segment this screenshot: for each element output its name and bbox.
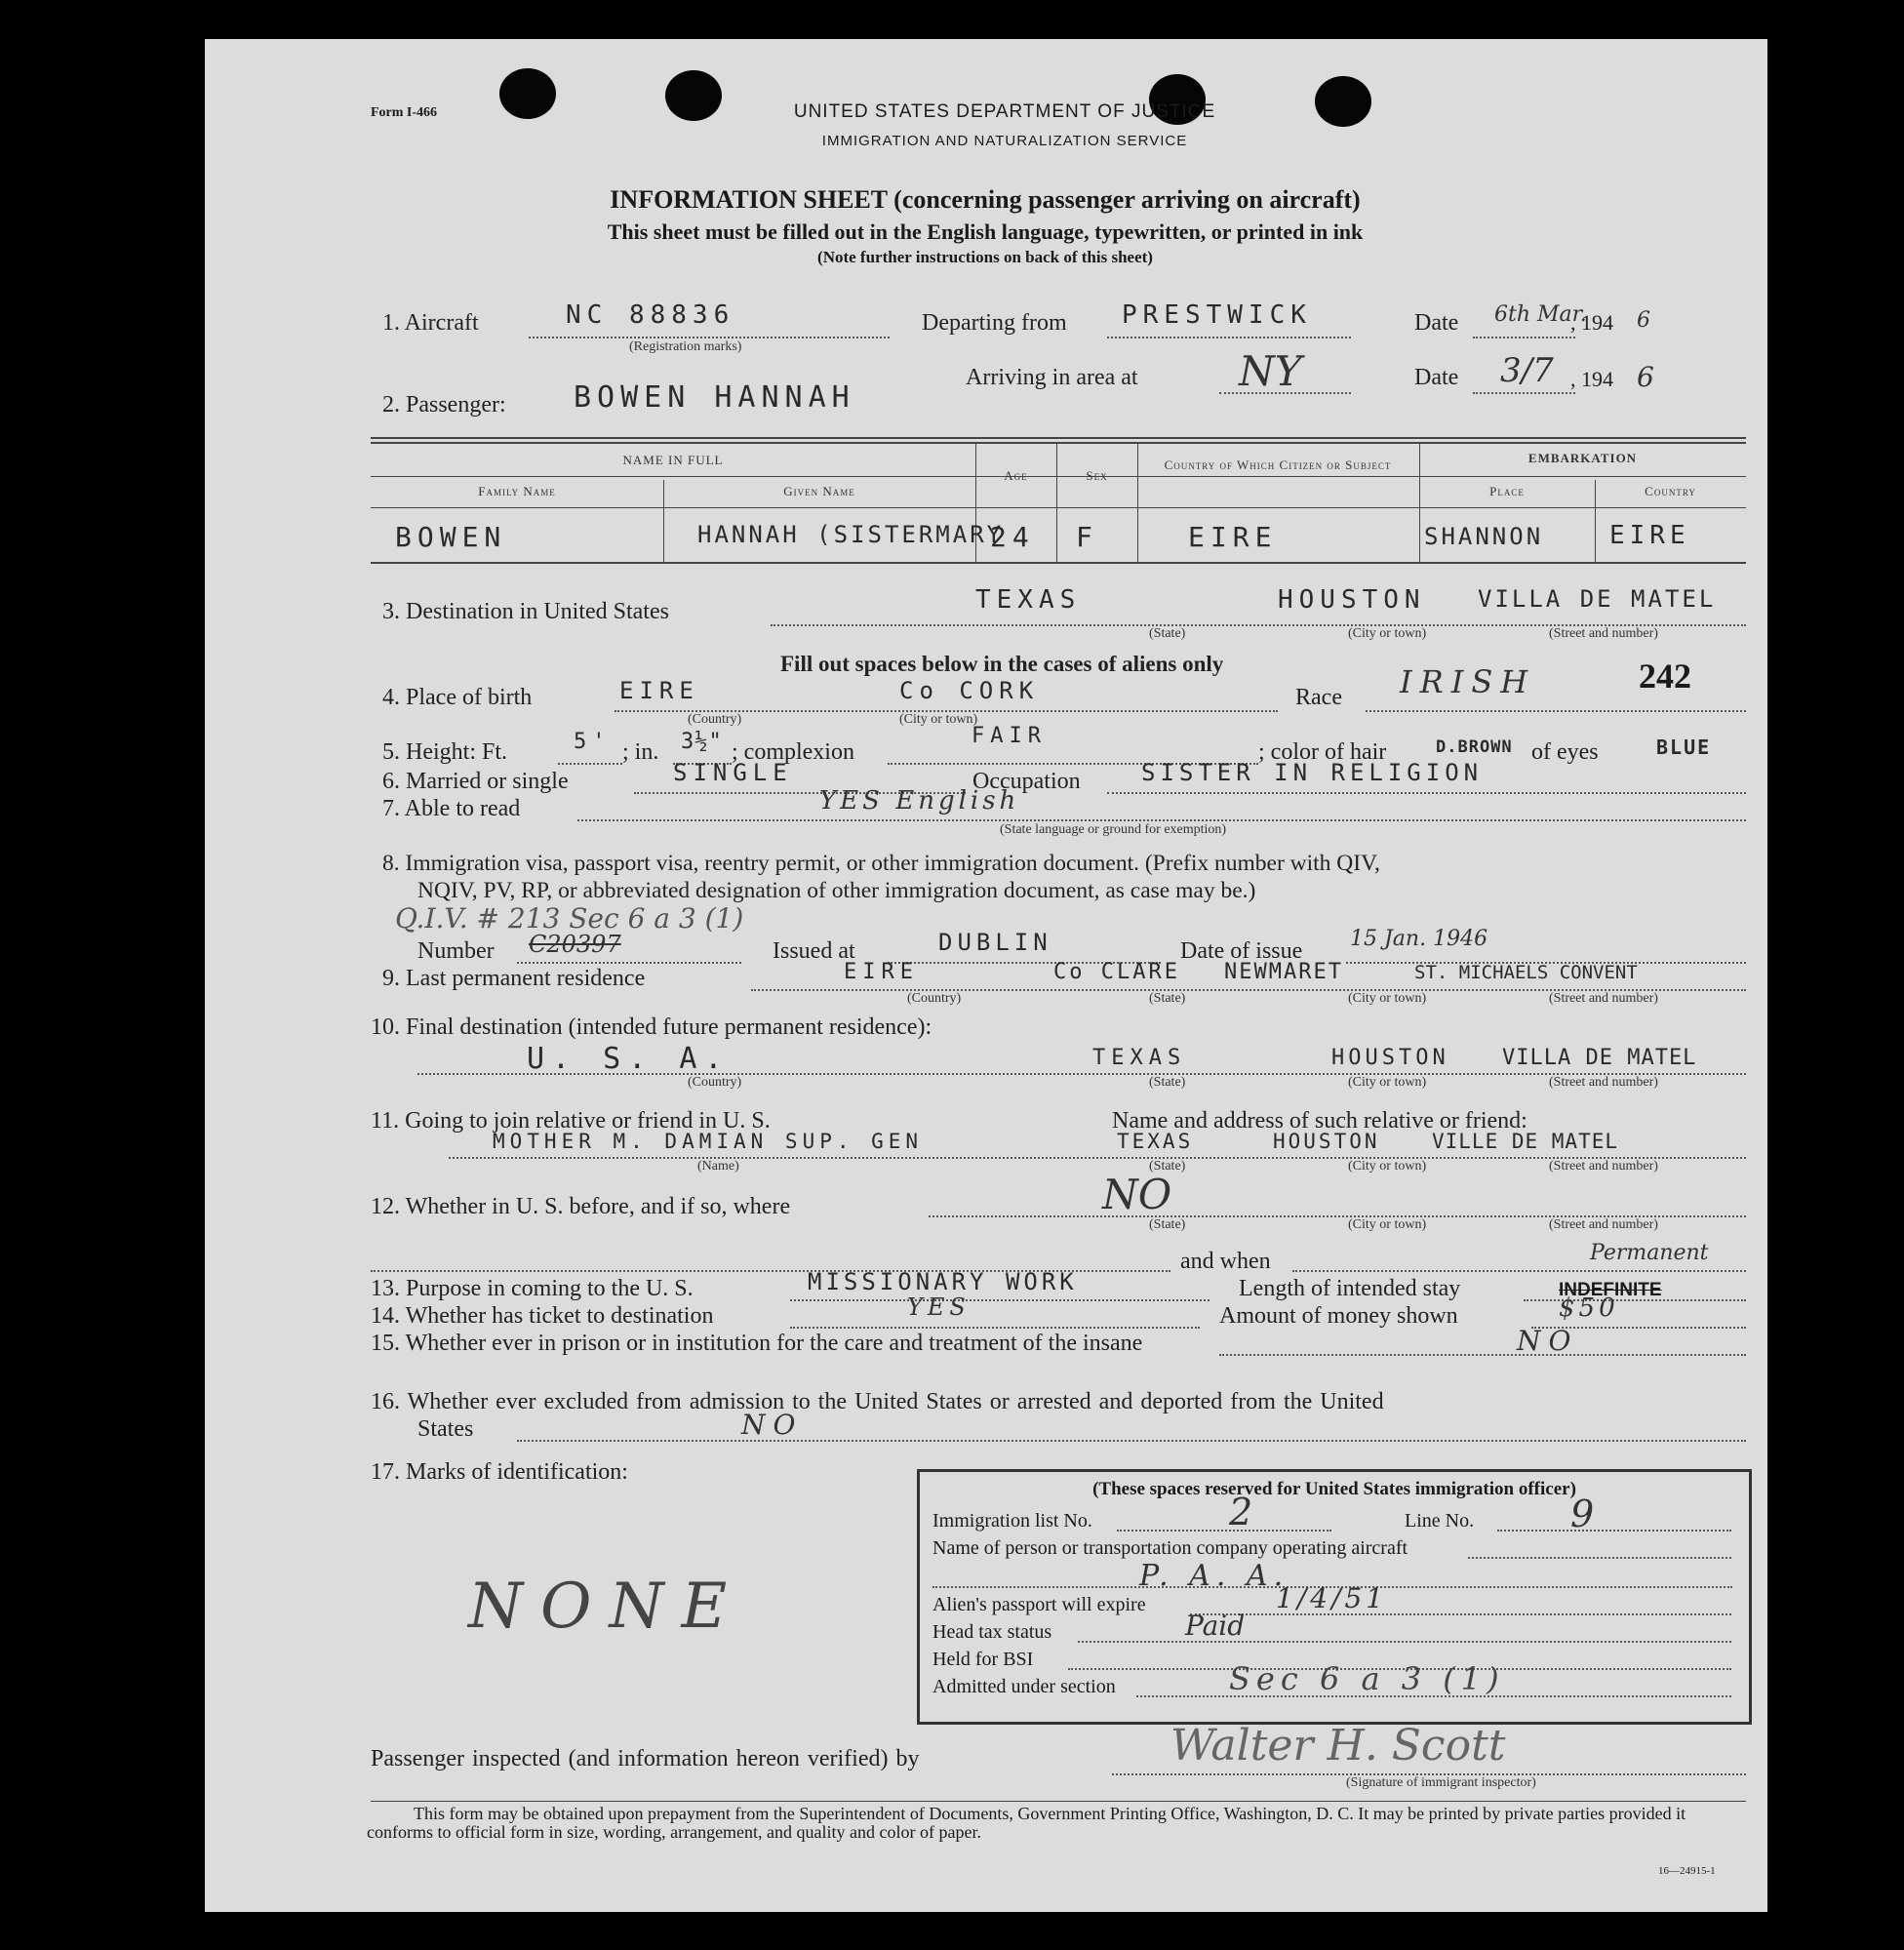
passport-expire-label: Alien's passport will expire [932, 1594, 1146, 1615]
passenger-label: 2. Passenger: [382, 392, 506, 418]
caption-street: (Street and number) [1549, 626, 1658, 641]
date-value: 6th Mar. [1494, 302, 1587, 327]
stay-label: Length of intended stay [1239, 1276, 1461, 1301]
destination-state: TEXAS [975, 585, 1082, 615]
excluded-line1: 16. Whether ever excluded from admission to the United States or arrested and deported from the United [371, 1389, 1384, 1414]
caption-city: (City or town) [1348, 626, 1427, 641]
height-ft-value: 5' [574, 730, 612, 754]
caption-city: (City or town) [1348, 1217, 1427, 1232]
final-city: HOUSTON [1331, 1046, 1449, 1070]
relative-address-label: Name and address of such relative or friend: [1112, 1108, 1527, 1134]
residence-label: 9. Last permanent residence [382, 966, 646, 991]
height-ft-line [558, 763, 622, 765]
money-value: $50 [1559, 1293, 1619, 1323]
issue-date-value: 15 Jan. 1946 [1350, 927, 1488, 951]
inspector-signature: Walter H. Scott [1170, 1721, 1506, 1771]
departing-line [1107, 337, 1351, 338]
aircraft-line [529, 337, 890, 338]
purpose-label: 13. Purpose in coming to the U. S. [371, 1276, 694, 1301]
ticket-value: YES [907, 1293, 971, 1321]
caption-city: (City or town) [1348, 991, 1427, 1006]
punch-hole [665, 70, 722, 121]
th-place: Place [1489, 484, 1525, 498]
stay-value: INDEFINITE [1559, 1280, 1662, 1300]
registration-marks-caption: (Registration marks) [629, 339, 742, 354]
prison-label: 15. Whether ever in prison or in institution for the care and treatment of the insane [371, 1331, 1143, 1356]
caption-name: (Name) [697, 1159, 739, 1174]
passport-expire-line [1190, 1613, 1731, 1615]
date-label: Date [1414, 310, 1459, 336]
footer-text: This form may be obtained upon prepayment from the Superintendent of Documents, Government Printing Office, Washington, D. C. It may be printed by private parties provided it conforms to official form in size, wording, arrangement, and quality and color of paper. [367, 1804, 1686, 1842]
footer-code: 16—24915-1 [1658, 1865, 1716, 1877]
date-line [1473, 337, 1575, 338]
ticket-line [790, 1327, 1200, 1329]
caption-street: (Street and number) [1549, 1217, 1658, 1232]
caption-city: (City or town) [1348, 1075, 1427, 1090]
excluded-value: NO [741, 1409, 804, 1441]
year-value: 6 [1637, 308, 1650, 333]
read-label: 7. Able to read [382, 796, 521, 821]
service-name: IMMIGRATION AND NATURALIZATION SERVICE [821, 133, 1188, 149]
ticket-label: 14. Whether has ticket to destination [371, 1303, 714, 1329]
arriving-date-label: Date [1414, 365, 1459, 390]
form-sheet [205, 39, 1767, 1912]
td-age: 24 [990, 521, 1035, 553]
td-family-name: BOWEN [395, 521, 507, 553]
birthplace-label: 4. Place of birth [382, 685, 533, 710]
table-rule [371, 442, 1746, 444]
hair-label: ; color of hair [1258, 739, 1387, 765]
final-destination-label: 10. Final destination (intended future permanent residence): [371, 1015, 932, 1040]
read-value: YES English [819, 786, 1020, 816]
final-state: TEXAS [1092, 1046, 1187, 1070]
race-label: Race [1295, 685, 1342, 710]
admitted-section-label: Admitted under section [932, 1676, 1116, 1697]
caption-city: (City or town) [1348, 1159, 1427, 1174]
destination-label: 3. Destination in United States [382, 599, 669, 624]
th-family-name: Family Name [478, 484, 556, 498]
residence-city: NEWMARET [1224, 960, 1343, 984]
stay-handwritten: Permanent [1590, 1241, 1709, 1265]
line-no-line [1497, 1530, 1731, 1532]
passport-expire-value: 1/4/51 [1276, 1582, 1388, 1614]
th-name-in-full: NAME IN FULL [622, 453, 724, 467]
line-no-label: Line No. [1405, 1510, 1475, 1532]
td-embark-place: SHANNON [1424, 523, 1544, 550]
table-col [1137, 443, 1138, 562]
eyes-label: of eyes [1531, 739, 1599, 765]
relative-street: VILLE DE MATEL [1432, 1130, 1619, 1153]
caption-state: (State) [1149, 1159, 1186, 1174]
head-tax-value: Paid [1185, 1610, 1246, 1642]
inspected-label: Passenger inspected (and information hereon verified) by [371, 1746, 920, 1771]
height-in-value: 3½" [681, 730, 723, 754]
issue-date-label: Date of issue [1180, 938, 1303, 964]
form-title: INFORMATION SHEET (concerning passenger arriving on aircraft) [610, 185, 1361, 214]
caption-street: (Street and number) [1549, 1159, 1658, 1174]
race-line [1366, 710, 1746, 712]
residence-state: Co CLARE [1053, 960, 1180, 984]
hair-value: D.BROWN [1436, 737, 1513, 757]
th-country: Country [1645, 484, 1696, 498]
purpose-value: MISSIONARY WORK [808, 1268, 1078, 1295]
caption-country: (Country) [688, 1075, 742, 1090]
issued-at-value: DUBLIN [938, 929, 1052, 956]
height-in-label: ; in. [622, 739, 659, 765]
eyes-value: BLUE [1656, 736, 1712, 759]
td-sex: F [1076, 521, 1098, 553]
final-country: U. S. A. [527, 1042, 731, 1076]
relative-city: HOUSTON [1273, 1130, 1380, 1153]
list-no-label: Immigration list No. [932, 1510, 1092, 1532]
when-line [1292, 1270, 1746, 1272]
race-value: IRISH [1400, 663, 1536, 700]
race-code: 242 [1639, 657, 1691, 696]
visa-handwritten: Q.I.V. # 213 Sec 6 a 3 (1) [395, 902, 744, 935]
arriving-value: NY [1239, 347, 1302, 395]
passenger-value: BOWEN HANNAH [574, 380, 855, 415]
prison-value: NO [1517, 1325, 1579, 1357]
operator-line [1468, 1557, 1731, 1559]
table-rule [371, 562, 1746, 564]
signature-caption: (Signature of immigrant inspector) [1346, 1775, 1536, 1790]
aircraft-label: 1. Aircraft [382, 310, 479, 336]
form-note: (Note further instructions on back of this sheet) [817, 248, 1153, 266]
visa-number-label: Number [417, 938, 495, 964]
occupation-value: SISTER IN RELIGION [1141, 759, 1484, 786]
complexion-label: ; complexion [732, 739, 854, 765]
list-no-value: 2 [1229, 1491, 1253, 1533]
table-rule [371, 437, 1746, 439]
operator-label: Name of person or transportation company operating aircraft [932, 1537, 1408, 1559]
caption-state: (State) [1149, 1217, 1186, 1232]
form-number: Form I-466 [371, 105, 438, 120]
married-value: SINGLE [673, 759, 793, 786]
departing-value: PRESTWICK [1122, 300, 1312, 330]
operator-value: P. A. A. [1139, 1559, 1289, 1593]
arriving-label: Arriving in area at [966, 365, 1138, 390]
arriving-date-line [1473, 392, 1575, 394]
arriving-year-value: 6 [1637, 361, 1654, 393]
height-label: 5. Height: Ft. [382, 739, 508, 765]
money-label: Amount of money shown [1219, 1303, 1458, 1329]
visa-line2: NQIV, PV, RP, or abbreviated designation of other immigration document, as case may be.) [417, 878, 1256, 903]
birthplace-city: Co CORK [899, 677, 1040, 704]
residence-street: ST. MICHAELS CONVENT [1414, 962, 1638, 983]
caption-state: (State) [1149, 991, 1186, 1006]
caption-state: (State) [1149, 1075, 1186, 1090]
list-no-line [1117, 1530, 1331, 1532]
prison-line [1219, 1354, 1746, 1356]
head-tax-line [1078, 1641, 1731, 1643]
relative-state: TEXAS [1117, 1130, 1194, 1153]
line-no-value: 9 [1570, 1492, 1595, 1535]
purpose-line [790, 1299, 1210, 1301]
th-sex: Sex [1086, 468, 1108, 483]
read-line [577, 819, 1746, 821]
previously-in-us-label: 12. Whether in U. S. before, and if so, where [371, 1194, 791, 1219]
caption-country: (Country) [688, 712, 742, 727]
th-country-citizen: Country of Which Citizen or Subject [1164, 458, 1392, 472]
relative-name: MOTHER M. DAMIAN SUP. GEN [493, 1130, 924, 1153]
occupation-label: Occupation [972, 769, 1081, 794]
visa-line1: 8. Immigration visa, passport visa, reentry permit, or other immigration document. (Prefix number with QIV, [382, 851, 1380, 876]
caption-state: (State) [1149, 626, 1186, 641]
td-citizen: EIRE [1188, 521, 1278, 553]
admitted-section-value: Sec 6 a 3 (1) [1229, 1660, 1505, 1697]
th-age: Age [1004, 468, 1028, 483]
arriving-date-value: 3/7 [1500, 351, 1554, 390]
arriving-year-label: , 194 [1570, 367, 1613, 391]
destination-street: VILLA DE MATEL [1478, 585, 1717, 613]
footer-rule [371, 1801, 1746, 1802]
aircraft-value: NC 88836 [566, 300, 735, 330]
visa-number-line [517, 962, 741, 964]
year-label: , 194 [1570, 310, 1613, 335]
form-subtitle: This sheet must be filled out in the English language, typewritten, or printed in ink [607, 219, 1364, 244]
excluded-line [517, 1440, 1746, 1442]
married-label: 6. Married or single [382, 769, 569, 794]
punch-hole [1315, 76, 1371, 127]
final-street: VILLA DE MATEL [1502, 1046, 1697, 1070]
excluded-line2: States [417, 1416, 474, 1442]
departing-label: Departing from [922, 310, 1067, 336]
th-given-name: Given Name [783, 484, 855, 498]
caption-country: (Country) [907, 991, 962, 1006]
caption-city: (City or town) [899, 712, 978, 727]
officer-box-title: (These spaces reserved for United States immigration officer) [1092, 1479, 1576, 1499]
read-caption: (State language or ground for exemption) [1000, 822, 1227, 837]
when-label: and when [1180, 1249, 1271, 1274]
td-embark-country: EIRE [1609, 521, 1690, 550]
marks-value: NONE [468, 1571, 745, 1643]
dept-name: UNITED STATES DEPARTMENT OF JUSTICE [793, 101, 1216, 122]
table-col [1056, 443, 1057, 562]
th-embarkation: EMBARKATION [1527, 451, 1638, 465]
caption-street: (Street and number) [1549, 991, 1658, 1006]
destination-city: HOUSTON [1278, 585, 1426, 615]
head-tax-label: Head tax status [932, 1621, 1052, 1643]
marks-label: 17. Marks of identification: [371, 1459, 628, 1485]
td-given-name: HANNAH (SISTERMARY [697, 521, 1005, 548]
table-rule [371, 507, 1746, 508]
aliens-note: Fill out spaces below in the cases of aliens only [780, 652, 1224, 676]
bsi-label: Held for BSI [932, 1649, 1034, 1670]
issued-at-label: Issued at [773, 938, 855, 964]
visa-number-value: C20397 [529, 931, 621, 958]
punch-hole [499, 68, 556, 119]
occupation-line [1107, 792, 1746, 794]
complexion-value: FAIR [972, 724, 1047, 748]
birthplace-country: EIRE [619, 677, 699, 704]
join-relative-label: 11. Going to join relative or friend in U. S. [371, 1108, 771, 1134]
caption-street: (Street and number) [1549, 1075, 1658, 1090]
residence-country: EIRE [844, 960, 919, 984]
previously-in-us-value: NO [1102, 1171, 1172, 1218]
